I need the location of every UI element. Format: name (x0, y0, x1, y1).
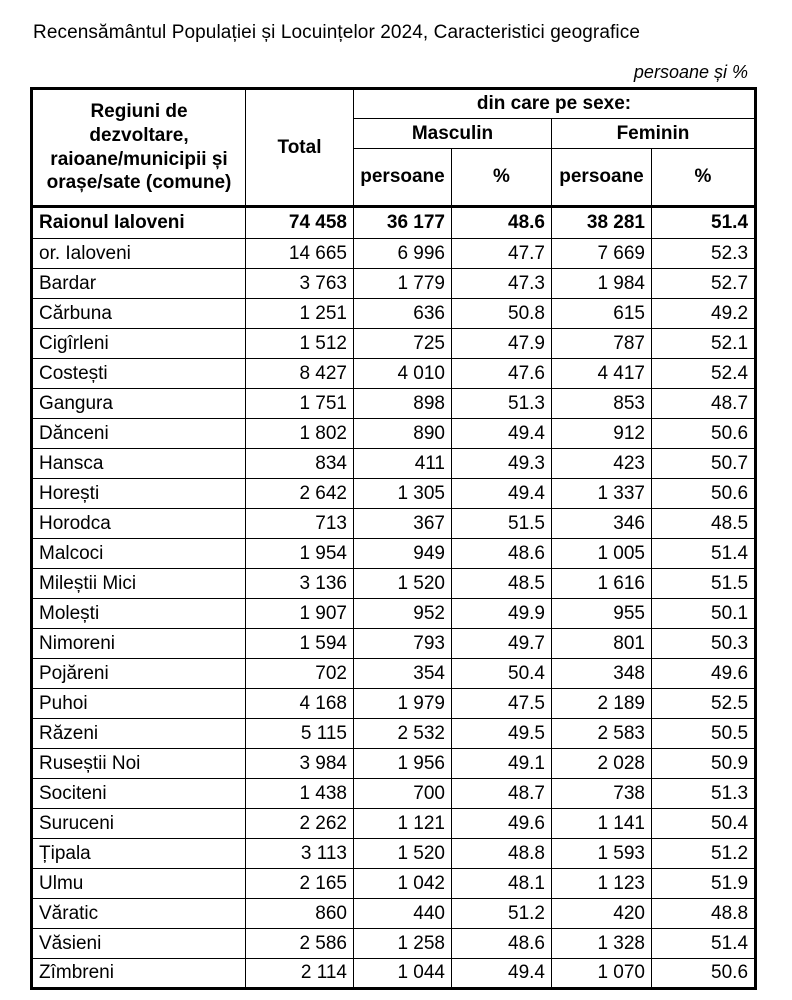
female-percent-cell: 52.3 (652, 239, 756, 269)
female-percent-cell: 49.2 (652, 299, 756, 329)
table-row (32, 629, 756, 659)
female-persons-cell: 738 (552, 779, 652, 809)
table-header (32, 89, 756, 207)
row-name-cell: Dănceni (32, 419, 246, 449)
row-name-cell: Văsieni (32, 929, 246, 959)
male-percent-cell: 48.7 (452, 779, 552, 809)
total-cell: 2 642 (246, 479, 354, 509)
male-persons-cell: 1 779 (354, 269, 452, 299)
female-persons-cell: 1 141 (552, 809, 652, 839)
male-persons-cell: 440 (354, 899, 452, 929)
male-header: Masculin (354, 119, 552, 149)
total-cell: 1 438 (246, 779, 354, 809)
table-row (32, 749, 756, 779)
female-percent-cell: 50.4 (652, 809, 756, 839)
row-name-cell: or. Ialoveni (32, 239, 246, 269)
male-persons-cell: 890 (354, 419, 452, 449)
male-percent-cell: 47.5 (452, 689, 552, 719)
female-percent-cell: 50.1 (652, 599, 756, 629)
female-percent-cell: 52.1 (652, 329, 756, 359)
male-persons-cell: 1 042 (354, 869, 452, 899)
table-row (32, 539, 756, 569)
female-persons-cell: 38 281 (552, 207, 652, 239)
male-persons-cell: 36 177 (354, 207, 452, 239)
female-percent-cell: 51.3 (652, 779, 756, 809)
male-persons-cell: 1 044 (354, 959, 452, 989)
female-persons-cell: 955 (552, 599, 652, 629)
female-percent-cell: 49.6 (652, 659, 756, 689)
female-percent-cell: 48.5 (652, 509, 756, 539)
male-persons-cell: 6 996 (354, 239, 452, 269)
row-name-cell: Molești (32, 599, 246, 629)
total-cell: 1 802 (246, 419, 354, 449)
male-percent-cell: 49.6 (452, 809, 552, 839)
female-persons-cell: 1 123 (552, 869, 652, 899)
total-cell: 713 (246, 509, 354, 539)
row-name-cell: Mileștii Mici (32, 569, 246, 599)
row-name-cell: Zîmbreni (32, 959, 246, 989)
female-persons-cell: 1 005 (552, 539, 652, 569)
male-percent-cell: 49.9 (452, 599, 552, 629)
total-cell: 14 665 (246, 239, 354, 269)
row-name-cell: Cigîrleni (32, 329, 246, 359)
male-percent-cell: 49.4 (452, 479, 552, 509)
female-percent-cell: 51.5 (652, 569, 756, 599)
female-persons-cell: 7 669 (552, 239, 652, 269)
male-persons-cell: 367 (354, 509, 452, 539)
female-persons-cell: 423 (552, 449, 652, 479)
total-cell: 702 (246, 659, 354, 689)
female-persons-cell: 1 593 (552, 839, 652, 869)
male-percent-cell: 51.5 (452, 509, 552, 539)
table-row (32, 959, 756, 989)
male-persons-cell: 898 (354, 389, 452, 419)
female-percent-cell: 48.8 (652, 899, 756, 929)
total-cell: 3 136 (246, 569, 354, 599)
male-percent-cell: 47.7 (452, 239, 552, 269)
male-percent-cell: 49.4 (452, 959, 552, 989)
total-cell: 2 262 (246, 809, 354, 839)
male-persons-cell: 2 532 (354, 719, 452, 749)
female-persons-cell: 801 (552, 629, 652, 659)
table-row (32, 449, 756, 479)
male-persons-header: persoane (354, 149, 452, 207)
table-row (32, 689, 756, 719)
male-persons-cell: 354 (354, 659, 452, 689)
female-percent-cell: 52.4 (652, 359, 756, 389)
row-name-cell: Ulmu (32, 869, 246, 899)
row-name-cell: Ruseștii Noi (32, 749, 246, 779)
table-row (32, 269, 756, 299)
male-percent-cell: 51.2 (452, 899, 552, 929)
table-row (32, 299, 756, 329)
by-sex-header: din care pe sexe: (354, 89, 756, 119)
table-row (32, 419, 756, 449)
row-name-cell: Puhoi (32, 689, 246, 719)
table-row (32, 809, 756, 839)
female-percent-header: % (652, 149, 756, 207)
male-percent-cell: 48.6 (452, 207, 552, 239)
male-percent-cell: 49.5 (452, 719, 552, 749)
female-percent-cell: 50.6 (652, 479, 756, 509)
row-name-cell: Costești (32, 359, 246, 389)
table-row (32, 719, 756, 749)
male-percent-cell: 48.1 (452, 869, 552, 899)
male-persons-cell: 1 121 (354, 809, 452, 839)
female-percent-cell: 50.3 (652, 629, 756, 659)
total-cell: 860 (246, 899, 354, 929)
total-cell: 4 168 (246, 689, 354, 719)
male-persons-cell: 1 520 (354, 569, 452, 599)
male-persons-cell: 636 (354, 299, 452, 329)
male-percent-cell: 50.4 (452, 659, 552, 689)
male-percent-cell: 48.5 (452, 569, 552, 599)
female-persons-cell: 787 (552, 329, 652, 359)
female-percent-cell: 51.4 (652, 207, 756, 239)
table-row (32, 329, 756, 359)
female-persons-cell: 2 189 (552, 689, 652, 719)
row-name-cell: Malcoci (32, 539, 246, 569)
table-row (32, 509, 756, 539)
male-percent-cell: 51.3 (452, 389, 552, 419)
female-header: Feminin (552, 119, 756, 149)
row-name-cell: Bardar (32, 269, 246, 299)
row-name-cell: Horodca (32, 509, 246, 539)
total-cell: 8 427 (246, 359, 354, 389)
female-percent-cell: 51.4 (652, 539, 756, 569)
male-percent-cell: 49.7 (452, 629, 552, 659)
units-note: persoane și % (633, 62, 748, 82)
male-persons-cell: 1 956 (354, 749, 452, 779)
male-persons-cell: 1 305 (354, 479, 452, 509)
table-row (32, 239, 756, 269)
female-persons-header: persoane (552, 149, 652, 207)
male-percent-cell: 48.6 (452, 539, 552, 569)
female-percent-cell: 50.5 (652, 719, 756, 749)
row-name-cell: Sociteni (32, 779, 246, 809)
female-percent-cell: 50.6 (652, 959, 756, 989)
region-column-header: Regiuni de dezvoltare, raioane/municipii și orașe/sate (comune) (32, 89, 246, 207)
total-cell: 1 751 (246, 389, 354, 419)
table-row (32, 659, 756, 689)
female-percent-cell: 51.9 (652, 869, 756, 899)
male-percent-cell: 47.9 (452, 329, 552, 359)
row-name-cell: Pojăreni (32, 659, 246, 689)
table-row (32, 929, 756, 959)
total-cell: 1 251 (246, 299, 354, 329)
female-persons-cell: 348 (552, 659, 652, 689)
female-persons-cell: 1 984 (552, 269, 652, 299)
row-name-cell: Gangura (32, 389, 246, 419)
row-name-cell: Văratic (32, 899, 246, 929)
total-cell: 2 586 (246, 929, 354, 959)
female-percent-cell: 50.9 (652, 749, 756, 779)
total-cell: 1 954 (246, 539, 354, 569)
row-name-cell: Răzeni (32, 719, 246, 749)
row-name-cell: Horești (32, 479, 246, 509)
table-row (32, 599, 756, 629)
female-persons-cell: 615 (552, 299, 652, 329)
total-column-header: Total (246, 89, 354, 207)
male-persons-cell: 1 520 (354, 839, 452, 869)
male-percent-cell: 49.3 (452, 449, 552, 479)
table-row (32, 479, 756, 509)
table-row (32, 839, 756, 869)
female-percent-cell: 52.7 (652, 269, 756, 299)
male-percent-cell: 50.8 (452, 299, 552, 329)
male-percent-cell: 48.6 (452, 929, 552, 959)
female-percent-cell: 52.5 (652, 689, 756, 719)
total-cell: 1 594 (246, 629, 354, 659)
table-row (32, 779, 756, 809)
male-persons-cell: 1 979 (354, 689, 452, 719)
female-persons-cell: 853 (552, 389, 652, 419)
male-persons-cell: 411 (354, 449, 452, 479)
male-persons-cell: 949 (354, 539, 452, 569)
female-percent-cell: 50.6 (652, 419, 756, 449)
total-cell: 3 763 (246, 269, 354, 299)
table-row (32, 359, 756, 389)
female-percent-cell: 50.7 (652, 449, 756, 479)
male-percent-cell: 47.6 (452, 359, 552, 389)
male-percent-cell: 47.3 (452, 269, 552, 299)
total-cell: 2 165 (246, 869, 354, 899)
male-persons-cell: 952 (354, 599, 452, 629)
table-row (32, 389, 756, 419)
table-body (32, 207, 756, 989)
female-percent-cell: 48.7 (652, 389, 756, 419)
row-name-cell: Țipala (32, 839, 246, 869)
female-persons-cell: 912 (552, 419, 652, 449)
total-cell: 74 458 (246, 207, 354, 239)
row-name-cell: Hansca (32, 449, 246, 479)
female-persons-cell: 1 616 (552, 569, 652, 599)
male-percent-cell: 49.1 (452, 749, 552, 779)
total-cell: 3 113 (246, 839, 354, 869)
male-persons-cell: 725 (354, 329, 452, 359)
male-persons-cell: 1 258 (354, 929, 452, 959)
female-persons-cell: 420 (552, 899, 652, 929)
female-persons-cell: 2 583 (552, 719, 652, 749)
row-name-cell: Suruceni (32, 809, 246, 839)
total-cell: 2 114 (246, 959, 354, 989)
female-persons-cell: 1 337 (552, 479, 652, 509)
table-row (32, 569, 756, 599)
row-name-cell: Nimoreni (32, 629, 246, 659)
male-percent-cell: 49.4 (452, 419, 552, 449)
table-row (32, 869, 756, 899)
female-percent-cell: 51.2 (652, 839, 756, 869)
male-persons-cell: 700 (354, 779, 452, 809)
page-title: Recensământul Populației și Locuințelor 2024, Caracteristici geografice (33, 22, 640, 43)
female-persons-cell: 1 070 (552, 959, 652, 989)
summary-row (32, 207, 756, 239)
total-cell: 834 (246, 449, 354, 479)
total-cell: 3 984 (246, 749, 354, 779)
row-name-cell: Raionul Ialoveni (32, 207, 246, 239)
row-name-cell: Cărbuna (32, 299, 246, 329)
male-percent-cell: 48.8 (452, 839, 552, 869)
male-percent-header: % (452, 149, 552, 207)
female-persons-cell: 4 417 (552, 359, 652, 389)
table-row (32, 899, 756, 929)
total-cell: 1 512 (246, 329, 354, 359)
male-persons-cell: 793 (354, 629, 452, 659)
female-percent-cell: 51.4 (652, 929, 756, 959)
census-table (30, 87, 757, 990)
female-persons-cell: 1 328 (552, 929, 652, 959)
female-persons-cell: 346 (552, 509, 652, 539)
total-cell: 5 115 (246, 719, 354, 749)
male-persons-cell: 4 010 (354, 359, 452, 389)
total-cell: 1 907 (246, 599, 354, 629)
female-persons-cell: 2 028 (552, 749, 652, 779)
